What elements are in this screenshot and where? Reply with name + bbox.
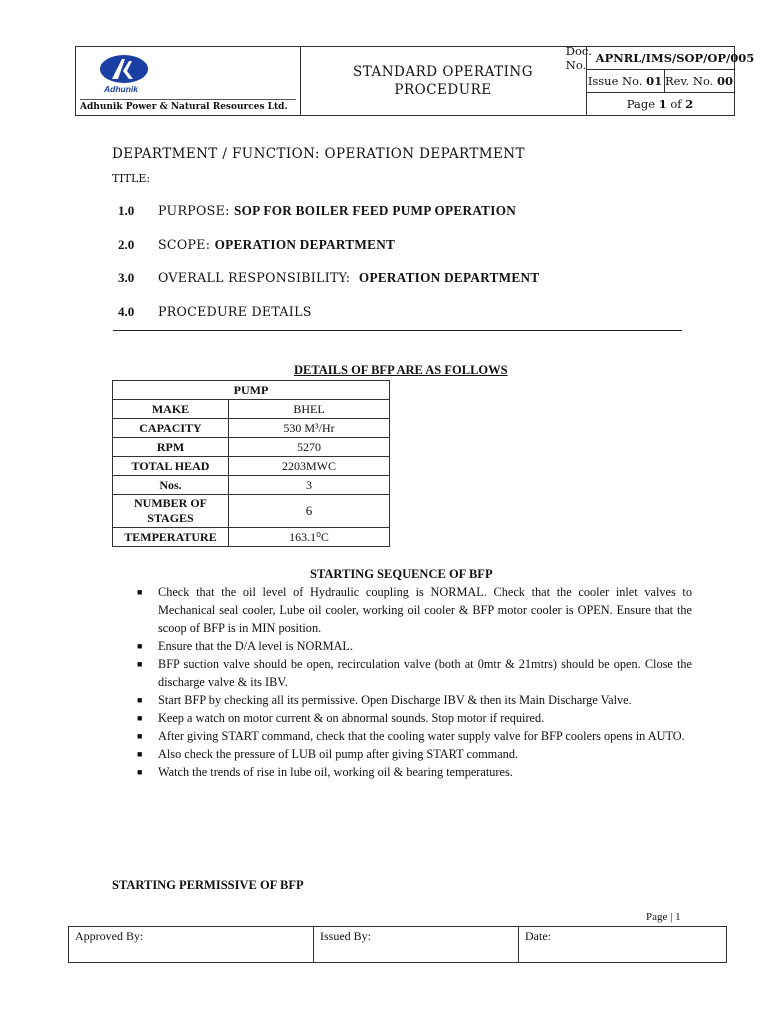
- bullet-icon: ■: [137, 731, 143, 741]
- list-item-text: Also check the pressure of LUB oil pump after giving START command.: [158, 747, 519, 761]
- section-value: OPERATION DEPARTMENT: [214, 237, 396, 252]
- section-label: SCOPE:: [158, 237, 211, 252]
- spec-value: 163.1⁰C: [229, 528, 390, 547]
- section-value: OPERATION DEPARTMENT: [358, 270, 540, 285]
- department-heading: DEPARTMENT / FUNCTION: OPERATION DEPARTMENT: [112, 146, 525, 162]
- table-row: [113, 476, 390, 495]
- spec-value: 3: [229, 476, 390, 495]
- logo-cell: [76, 47, 301, 115]
- section-number: 1.0: [118, 203, 135, 218]
- list-item: [137, 727, 692, 745]
- section-procedure: [118, 304, 312, 320]
- issued-by-cell: Issued By:: [314, 927, 519, 962]
- title-label: TITLE:: [112, 172, 151, 185]
- bullet-icon: ■: [137, 641, 143, 651]
- bullet-icon: ■: [137, 695, 143, 705]
- spec-key: RPM: [113, 438, 229, 457]
- sop-title-line1: STANDARD OPERATING: [352, 64, 534, 80]
- rev-label: Rev. No.: [664, 74, 714, 88]
- table-header: PUMP: [113, 381, 390, 400]
- bullet-icon: ■: [137, 749, 143, 759]
- section-value: SOP FOR BOILER FEED PUMP OPERATION: [233, 203, 517, 218]
- page-row: [586, 93, 734, 115]
- issue-rev-row: [586, 70, 734, 93]
- spec-value: 6: [229, 495, 390, 528]
- table-row: [113, 457, 390, 476]
- starting-permissive-title: STARTING PERMISSIVE OF BFP: [112, 878, 304, 892]
- spec-value: 5270: [229, 438, 390, 457]
- list-item-text: Check that the oil level of Hydraulic coupling is NORMAL. Check that the cooler inlet valves to Mechanical seal cooler, Lube oil cooler, working oil cooler & BFP motor cooler is OPEN. Ensure that the scoop of BFP is in MIN position.: [158, 585, 692, 635]
- list-item: [137, 655, 692, 691]
- page-number: Page | 1: [646, 911, 681, 923]
- list-item: [137, 745, 692, 763]
- document-header: [75, 44, 755, 116]
- table-row: [113, 400, 390, 419]
- list-item-text: After giving START command, check that the cooling water supply valve for BFP coolers opens in AUTO.: [158, 729, 685, 743]
- section-purpose: [118, 203, 516, 219]
- table-row: [113, 495, 390, 528]
- list-item-text: Start BFP by checking all its permissive. Open Discharge IBV & then its Main Discharge Valve.: [158, 693, 632, 707]
- list-item: [137, 763, 692, 781]
- doc-no-value: APNRL/IMS/SOP/OP/005: [595, 51, 755, 65]
- spec-value: 530 M³/Hr: [229, 419, 390, 438]
- section-number: 2.0: [118, 237, 135, 252]
- issue-label: Issue No.: [587, 74, 643, 88]
- spec-key: MAKE: [113, 400, 229, 419]
- page-total: 2: [685, 97, 694, 111]
- spec-key: [113, 495, 229, 528]
- starting-sequence-title: STARTING SEQUENCE OF BFP: [310, 567, 493, 581]
- document-meta: [565, 44, 755, 115]
- bullet-icon: ■: [137, 713, 143, 723]
- section-label: PROCEDURE DETAILS: [158, 304, 312, 319]
- list-item-text: Watch the trends of rise in lube oil, working oil & bearing temperatures.: [158, 765, 513, 779]
- page-label: Page: [626, 97, 656, 111]
- table-header-row: [113, 381, 390, 400]
- spec-value: 2203MWC: [229, 457, 390, 476]
- page-of: of: [670, 97, 682, 111]
- list-item-text: BFP suction valve should be open, recirculation valve (both at 0mtr & 21mtrs) should be open. Close the discharge valve & its IBV.: [158, 657, 692, 689]
- details-title: DETAILS OF BFP ARE AS FOLLOWS: [294, 363, 508, 377]
- section-number: 3.0: [118, 270, 135, 285]
- table-row: [113, 438, 390, 457]
- approved-by-cell: Approved By:: [69, 927, 314, 962]
- list-item-text: Keep a watch on motor current & on abnormal sounds. Stop motor if required.: [158, 711, 545, 725]
- list-item: [137, 709, 692, 727]
- signoff-table: [68, 926, 727, 963]
- issue-value: 01: [646, 74, 663, 88]
- spec-key: CAPACITY: [113, 419, 229, 438]
- spec-key: TOTAL HEAD: [113, 457, 229, 476]
- rev-value: 00: [717, 74, 734, 88]
- section-label: OVERALL RESPONSIBILITY:: [158, 270, 351, 285]
- spec-key: TEMPERATURE: [113, 528, 229, 547]
- list-item-text: Ensure that the D/A level is NORMAL.: [158, 639, 354, 653]
- bullet-icon: ■: [137, 767, 143, 777]
- doc-no-label: Doc. No.: [565, 44, 592, 72]
- sop-title-line2: PROCEDURE: [394, 82, 492, 98]
- page-current: 1: [658, 97, 667, 111]
- bullet-icon: ■: [137, 587, 143, 597]
- list-item: [137, 691, 692, 709]
- doc-no-row: [565, 44, 755, 72]
- logo-word: Adhunik: [104, 84, 138, 94]
- sop-title-cell: [300, 47, 587, 115]
- list-item: [137, 583, 692, 637]
- section-divider: [113, 330, 682, 331]
- rev-no: [664, 70, 734, 92]
- company-name: Adhunik Power & Natural Resources Ltd.: [80, 99, 296, 112]
- spec-key-text: NUMBER OF STAGES: [134, 496, 207, 525]
- section-number: 4.0: [118, 304, 135, 319]
- table-row: [113, 419, 390, 438]
- section-label: PURPOSE:: [158, 203, 230, 218]
- section-responsibility: [118, 270, 539, 286]
- starting-sequence-list: [137, 583, 692, 781]
- pump-spec-table: [112, 380, 390, 547]
- spec-value: BHEL: [229, 400, 390, 419]
- section-scope: [118, 237, 395, 253]
- spec-key: Nos.: [113, 476, 229, 495]
- list-item: [137, 637, 692, 655]
- table-row: [113, 528, 390, 547]
- issue-no: [586, 70, 665, 92]
- bullet-icon: ■: [137, 659, 143, 669]
- date-cell: Date:: [525, 929, 551, 943]
